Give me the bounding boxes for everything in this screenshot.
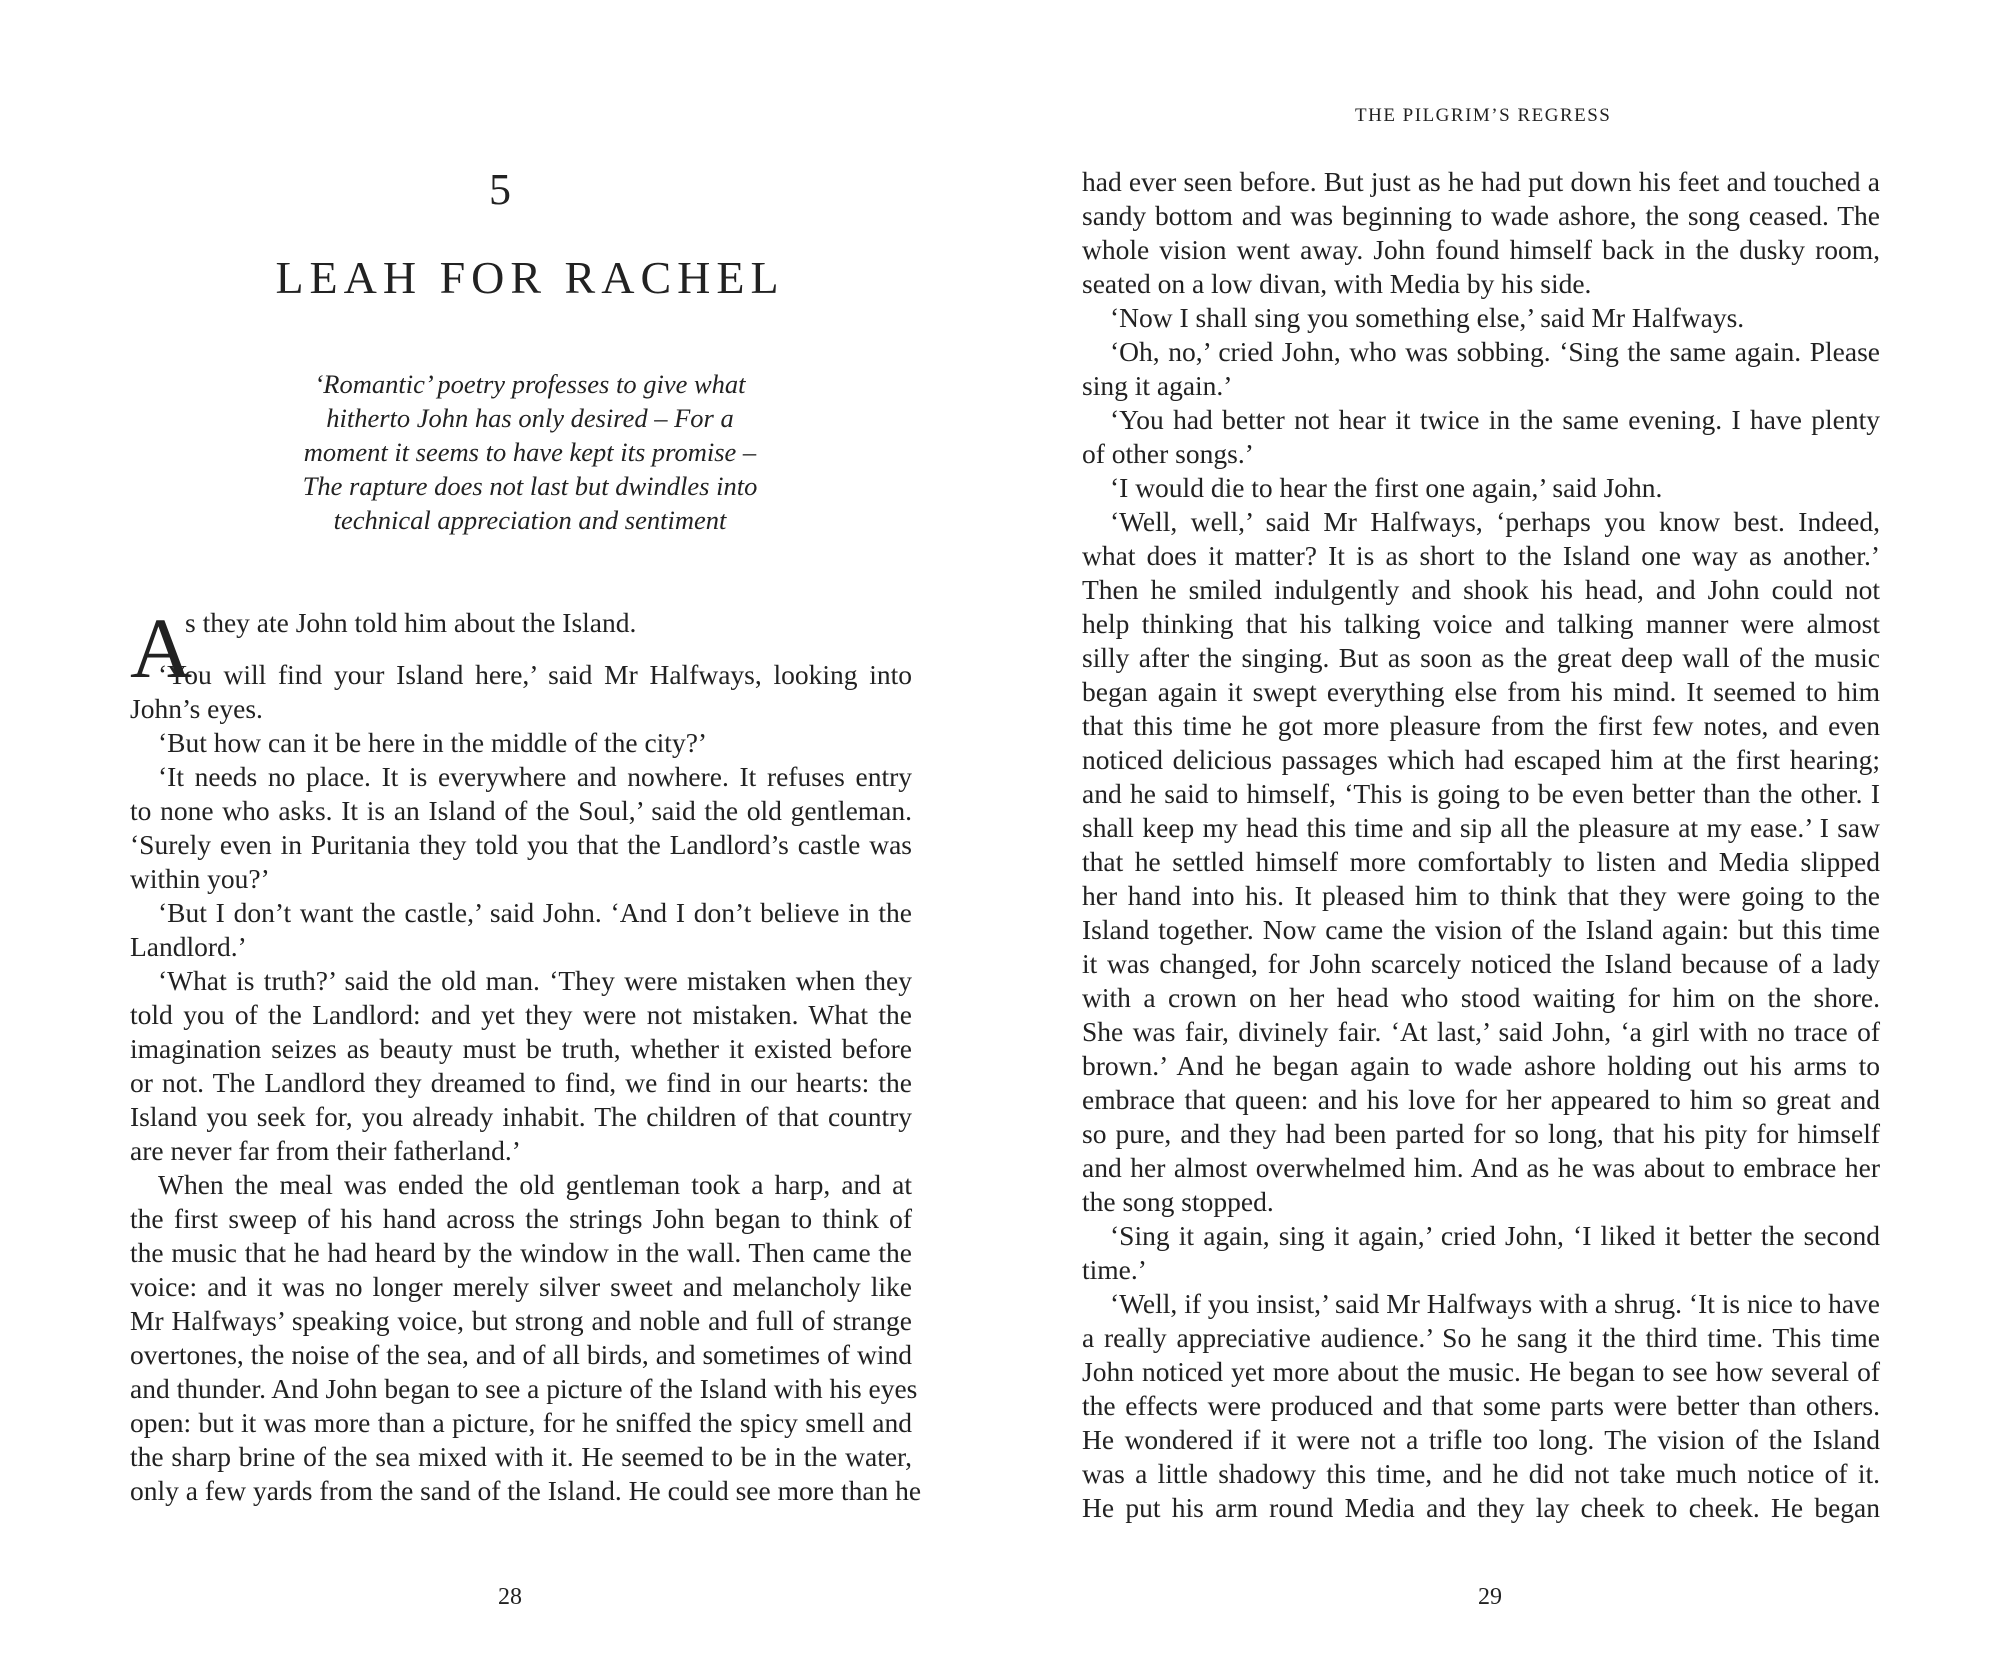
page-number: 28: [498, 1584, 522, 1610]
running-head: THE PILGRIM’S REGRESS: [1355, 105, 1612, 126]
body-text: [1082, 165, 1880, 1525]
text-line: within you?’: [130, 863, 270, 894]
text-line: the effects were produced and that some parts were better than others.: [1082, 1390, 1880, 1421]
text-line: She was fair, divinely fair. ‘At last,’ said John, ‘a girl with no trace of: [1082, 1016, 1880, 1047]
text-line: that this time he got more pleasure from the first few notes, and even: [1082, 710, 1880, 741]
text-line: ‘But I don’t want the castle,’ said John. ‘And I don’t believe in the: [158, 897, 912, 928]
text-line: Island you seek for, you already inhabit. The children of that country: [130, 1101, 912, 1132]
text-line: ‘I would die to hear the first one again,’ said John.: [1110, 472, 1663, 503]
text-line: her hand into his. It pleased him to think that they were going to the: [1082, 880, 1880, 911]
text-line: it was changed, for John scarcely noticed the Island because of a lady: [1082, 948, 1880, 979]
text-line: are never far from their fatherland.’: [130, 1135, 521, 1166]
text-line: John’s eyes.: [130, 693, 263, 724]
text-line: ‘What is truth?’ said the old man. ‘They were mistaken when they: [158, 965, 912, 996]
text-line: Landlord.’: [130, 931, 247, 962]
text-line: s they ate John told him about the Island.: [185, 607, 637, 638]
text-line: voice: and it was no longer merely silver sweet and melancholy like: [130, 1271, 912, 1302]
text-line: was a little shadowy this time, and he did not take much notice of it.: [1082, 1458, 1880, 1489]
synopsis-line: The rapture does not last but dwindles into: [302, 471, 758, 501]
text-line: imagination seizes as beauty must be truth, whether it existed before: [130, 1033, 912, 1064]
right-page: [1000, 0, 2000, 1670]
text-line: told you of the Landlord: and yet they were not mistaken. What the: [130, 999, 912, 1030]
text-line: began again it swept everything else from his mind. It seemed to him: [1082, 676, 1880, 707]
text-line: ‘Surely even in Puritania they told you that the Landlord’s castle was: [130, 829, 912, 860]
text-line: the song stopped.: [1082, 1186, 1274, 1217]
chapter-synopsis: [240, 367, 820, 537]
text-line: the first sweep of his hand across the strings John began to think of: [130, 1203, 912, 1234]
text-line: whole vision went away. John found himself back in the dusky room,: [1082, 234, 1880, 265]
text-line: Mr Halfways’ speaking voice, but strong and noble and full of strange: [130, 1305, 912, 1336]
text-line: ‘Well, well,’ said Mr Halfways, ‘perhaps you know best. Indeed,: [1110, 506, 1880, 537]
text-line: only a few yards from the sand of the Island. He could see more than he: [130, 1475, 922, 1506]
text-line: John noticed yet more about the music. He began to see how several of: [1082, 1356, 1880, 1387]
text-line: a really appreciative audience.’ So he sang it the third time. This time: [1082, 1322, 1880, 1353]
drop-cap: A: [130, 600, 193, 696]
text-line: ‘Sing it again, sing it again,’ cried John, ‘I liked it better the second: [1110, 1220, 1880, 1251]
text-line: or not. The Landlord they dreamed to find, we find in our hearts: the: [130, 1067, 912, 1098]
text-line: so pure, and they had been parted for so long, that his pity for himself: [1082, 1118, 1880, 1149]
text-line: and he said to himself, ‘This is going to be even better than the other. I: [1082, 778, 1880, 809]
synopsis-line: technical appreciation and sentiment: [333, 505, 727, 535]
synopsis-line: ‘Romantic’ poetry professes to give what: [314, 369, 746, 399]
text-line: brown.’ And he began again to wade ashore holding out his arms to: [1082, 1050, 1880, 1081]
text-line: ‘You will find your Island here,’ said Mr Halfways, looking into: [158, 659, 912, 690]
text-line: ‘You had better not hear it twice in the same evening. I have plenty: [1110, 404, 1880, 435]
text-line: ‘But how can it be here in the middle of the city?’: [158, 727, 708, 758]
text-line: what does it matter? It is as short to the Island one way as another.’: [1082, 540, 1880, 571]
text-line: that he settled himself more comfortably to listen and Media slipped: [1082, 846, 1880, 877]
text-line: sing it again.’: [1082, 370, 1233, 401]
text-line: sandy bottom and was beginning to wade ashore, the song ceased. The: [1082, 200, 1880, 231]
text-line: of other songs.’: [1082, 438, 1254, 469]
text-line: ‘It needs no place. It is everywhere and nowhere. It refuses entry: [158, 761, 912, 792]
text-line: open: but it was more than a picture, for he sniffed the spicy smell and: [130, 1407, 912, 1438]
text-line: had ever seen before. But just as he had put down his feet and touched a: [1082, 166, 1880, 197]
page-number: 29: [1478, 1584, 1502, 1610]
text-line: Island together. Now came the vision of the Island again: but this time: [1082, 914, 1880, 945]
text-line: and her almost overwhelmed him. And as he was about to embrace her: [1082, 1152, 1880, 1183]
synopsis-line: moment it seems to have kept its promise –: [303, 437, 757, 467]
body-text: [130, 600, 922, 1508]
text-line: the music that he had heard by the window in the wall. Then came the: [130, 1237, 912, 1268]
text-line: He put his arm round Media and they lay cheek to cheek. He began: [1082, 1492, 1880, 1523]
text-line: Then he smiled indulgently and shook his head, and John could not: [1082, 574, 1880, 605]
text-line: seated on a low divan, with Media by his side.: [1082, 268, 1592, 299]
text-line: He wondered if it were not a trifle too long. The vision of the Island: [1082, 1424, 1880, 1455]
text-line: help thinking that his talking voice and talking manner were almost: [1082, 608, 1880, 639]
chapter-title: LEAH FOR RACHEL: [275, 252, 785, 303]
synopsis-line: hitherto John has only desired – For a: [326, 403, 734, 433]
text-line: noticed delicious passages which had escaped him at the first hearing;: [1082, 744, 1880, 775]
text-line: ‘Well, if you insist,’ said Mr Halfways with a shrug. ‘It is nice to have: [1110, 1288, 1880, 1319]
text-line: shall keep my head this time and sip all the pleasure at my ease.’ I saw: [1082, 812, 1880, 843]
text-line: embrace that queen: and his love for her appeared to him so great and: [1082, 1084, 1880, 1115]
text-line: time.’: [1082, 1254, 1147, 1285]
chapter-number: 5: [489, 165, 511, 214]
text-line: ‘Now I shall sing you something else,’ said Mr Halfways.: [1110, 302, 1745, 333]
text-line: with a crown on her head who stood waiting for him on the shore.: [1082, 982, 1880, 1013]
text-line: the sharp brine of the sea mixed with it. He seemed to be in the water,: [130, 1441, 912, 1472]
text-line: to none who asks. It is an Island of the Soul,’ said the old gentleman.: [130, 795, 912, 826]
text-line: ‘Oh, no,’ cried John, who was sobbing. ‘Sing the same again. Please: [1110, 336, 1880, 367]
text-line: silly after the singing. But as soon as the great deep wall of the music: [1082, 642, 1880, 673]
text-line: overtones, the noise of the sea, and of all birds, and sometimes of wind: [130, 1339, 912, 1370]
text-line: When the meal was ended the old gentleman took a harp, and at: [158, 1169, 912, 1200]
text-line: and thunder. And John began to see a picture of the Island with his eyes: [130, 1373, 918, 1404]
